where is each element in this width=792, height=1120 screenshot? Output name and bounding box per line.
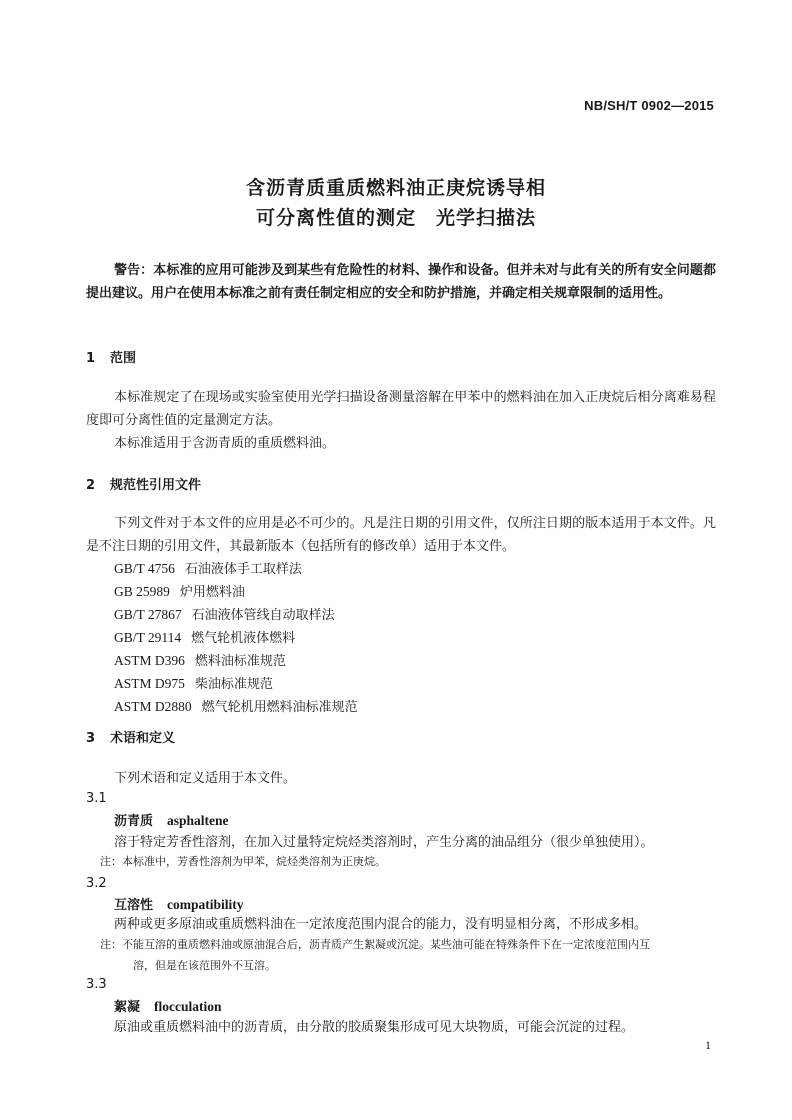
section-title: 规范性引用文件 — [110, 478, 202, 493]
document-title-line2: 可分离性值的测定 光学扫描法 — [255, 207, 536, 229]
standard-code: NB/SH/T 0902—2015 — [584, 98, 714, 113]
section-number: 3 — [86, 731, 96, 746]
document-title-line1: 含沥青质重质燃料油正庚烷诱导相 — [245, 177, 546, 199]
term-heading: 絮凝 flocculation — [114, 999, 222, 1015]
section-number: 2 — [86, 478, 96, 493]
warning-paragraph: 警告：本标准的应用可能涉及到某些有危险性的材料、操作和设备。但并未对与此有关的所有安全问题都提出建议。用户在使用本标准之前有责任制定相应的安全和防护措施，并确定相关规章限制的适用性。 — [86, 263, 716, 301]
section-number: 1 — [86, 351, 96, 366]
term-definition: 溶于特定芳香性溶剂，在加入过量特定烷烃类溶剂时，产生分离的油品组分（很少单独使用）。 — [114, 835, 654, 850]
term-number: 3.1 — [86, 791, 107, 806]
term-note: 注：不能互溶的重质燃料油或原油混合后，沥青质产生絮凝或沉淀。某些油可能在特殊条件下在一定浓度范围内互 — [100, 938, 650, 951]
term-heading: 互溶性 compatibility — [114, 897, 244, 913]
term-heading: 沥青质 asphaltene — [114, 813, 229, 829]
reference-item: ASTM D396 燃料油标准规范 — [114, 653, 286, 669]
reference-item: GB 25989 炉用燃料油 — [114, 584, 245, 600]
term-note-continued: 溶，但是在该范围外不互溶。 — [133, 959, 276, 972]
section-2-intro: 下列文件对于本文件的应用是必不可少的。凡是注日期的引用文件，仅所注日期的版本适用于本文件。凡是不注日期的引用文件，其最新版本（包括所有的修改单）适用于本文件。 — [86, 516, 716, 554]
term-definition: 原油或重质燃料油中的沥青质，由分散的胶质聚集形成可见大块物质，可能会沉淀的过程。 — [114, 1020, 635, 1035]
section-title: 范围 — [110, 351, 137, 366]
section-1-heading — [86, 347, 136, 366]
term-number: 3.3 — [86, 977, 107, 992]
reference-item: GB/T 27867 石油液体管线自动取样法 — [114, 607, 335, 623]
page-number: 1 — [705, 1038, 711, 1052]
section-1-paragraph-2: 本标准适用于含沥青质的重质燃料油。 — [114, 436, 336, 451]
section-3-heading — [86, 727, 175, 746]
term-definition: 两种或更多原油或重质燃料油在一定浓度范围内混合的能力，没有明显相分离，不形成多相。 — [114, 917, 648, 932]
section-2-heading — [86, 474, 201, 493]
term-note: 注：本标准中，芳香性溶剂为甲苯，烷烃类溶剂为正庚烷。 — [100, 855, 386, 868]
reference-item: ASTM D975 柴油标准规范 — [114, 676, 273, 692]
section-3-intro: 下列术语和定义适用于本文件。 — [114, 771, 297, 786]
section-1-paragraph-1: 本标准规定了在现场或实验室使用光学扫描设备测量溶解在甲苯中的燃料油在加入正庚烷后相分离难易程度即可分离性值的定量测定方法。 — [86, 390, 716, 428]
reference-item: GB/T 4756 石油液体手工取样法 — [114, 561, 302, 577]
term-number: 3.2 — [86, 876, 107, 891]
reference-item: ASTM D2880 燃气轮机用燃料油标准规范 — [114, 699, 358, 715]
reference-item: GB/T 29114 燃气轮机液体燃料 — [114, 630, 296, 646]
section-title: 术语和定义 — [110, 731, 176, 746]
